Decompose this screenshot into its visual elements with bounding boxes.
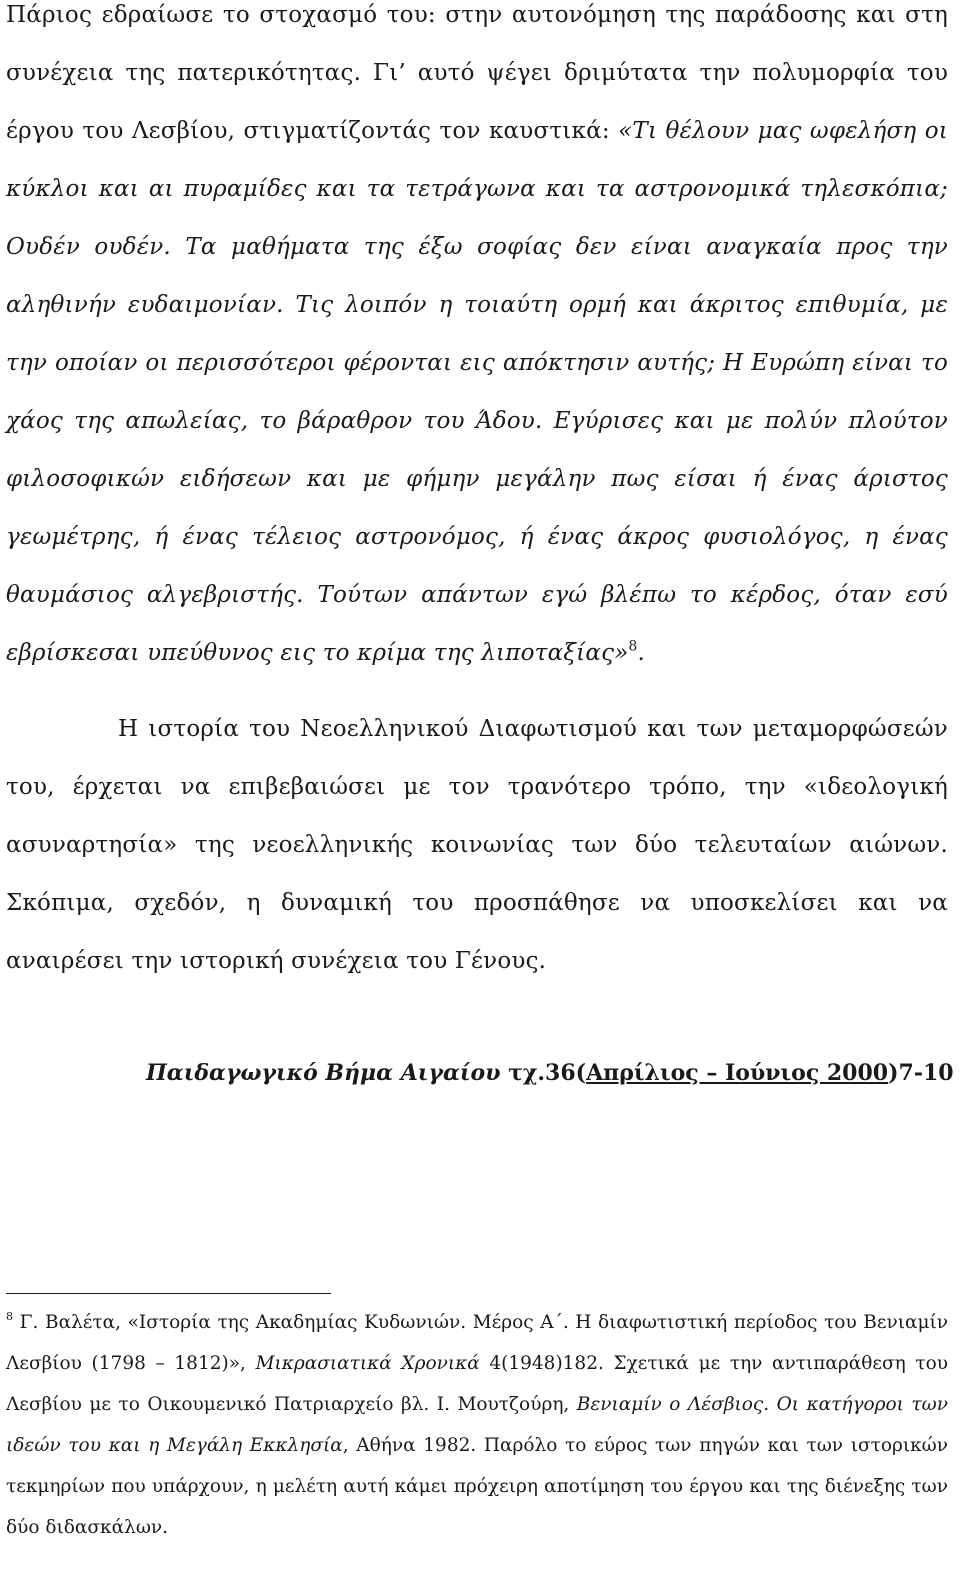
paragraph-intro-text: Πάριος εδραίωσε το στοχασμό του: στην αυτονόμηση της παράδοσης και στη συνέχεια της πατερικότητας. Γι’ αυτό ψέγει δριμύτατα την πολυμορφία του έργου του Λεσβίου, στιγματίζοντάς τον καυστικά: (6, 2, 948, 144)
quotation-text: «Τι θέλουν μας ωφελήση οι κύκλοι και αι πυραμίδες και τα τετράγωνα και τα αστρονομικά τηλεσκόπια; Ουδέν ουδέν. Τα μαθήματα της έξω σοφίας δεν είναι αναγκαία προς την αληθινήν ευδαιμονίαν. Τις λοιπόν η τοιαύτη ορμή και άκριτος επιθυμία, με την οποίαν οι περισσότεροι φέρονται εις απόκτησιν αυτής; Η Ευρώπη είναι το χάος της απωλείας, το βάραθρον του Άδου. Εγύρισες και με πολύν πλούτον φιλοσοφικών ειδήσεων και με φήμην μεγάλην πως είσαι ή ένας άριστος γεωμέτρης, ή ένας τέλειος αστρονόμος, ή ένας άκρος φυσιολόγος, η ένας θαυμάσιος αλγεβριστής. Τούτων απάντων εγώ βλέπω το κέρδος, όταν εσύ εβρίσκεσαι υπεύθυνος εις το κρίμα της λιποταξίας» (6, 118, 948, 666)
footnote-journal: Μικρασιατικά Χρονικά (255, 1353, 480, 1374)
citation-issue: τχ.36( (500, 1060, 587, 1086)
sentence-end: . (637, 640, 645, 666)
footnote-separator (6, 1293, 331, 1294)
footnote-text-3: , Αθήνα 1982. Παρόλο το εύρος των πηγών και των ιστορικών τεκμηρίων που υπάρχουν, η μελέτη αυτή κάμει πρόχειρη αποτίμηση του έργου και της διένεξης των δύο διδασκάλων. (6, 1435, 948, 1538)
citation-pages: )7-10 (888, 1060, 954, 1086)
paragraph-enlightenment: Η ιστορία του Νεοελληνικού Διαφωτισμού και των μεταμορφώσεών του, έρχεται να επιβεβαιώσει με τον τρανότερο τρόπο, την «ιδεολογική ασυναρτησία» της νεοελληνικής κοινωνίας των δύο τελευταίων αιώνων. Σκόπιμα, σχεδόν, η δυναμική του προσπάθησε να υποσκελίσει και να αναιρέσει την ιστορική συνέχεια του Γένους. (6, 716, 948, 974)
footnote-reference[interactable]: 8 (628, 638, 638, 655)
footnote-text-1: Γ. Βαλέτα, «Ιστορία της Ακαδημίας Κυδωνιών. Μέρος Α΄. Η διαφωτιστική περίοδος του Βενιαμίν Λεσβίου (1798 – 1812)», (6, 1312, 948, 1374)
footnote-text-2: 4(1948)182. Σχετικά με την αντιπαράθεση του Λεσβίου με το Οικουμενικό Πατριαρχείο βλ. Ι. Μουτζούρη, (6, 1353, 948, 1415)
citation-journal: Παιδαγωγικό Βήμα Αιγαίου (146, 1060, 501, 1086)
source-citation (146, 1060, 954, 1086)
footnote-8 (6, 1302, 948, 1548)
paragraph-quote (6, 0, 948, 682)
citation-period: Απρίλιος – Ιούνιος 2000 (586, 1060, 889, 1086)
footnote-book-title: Βενιαμίν ο Λέσβιος. Οι κατήγοροι των ιδεών του και η Μεγάλη Εκκλησία (6, 1394, 948, 1456)
footnote-mark: 8 (6, 1310, 14, 1324)
